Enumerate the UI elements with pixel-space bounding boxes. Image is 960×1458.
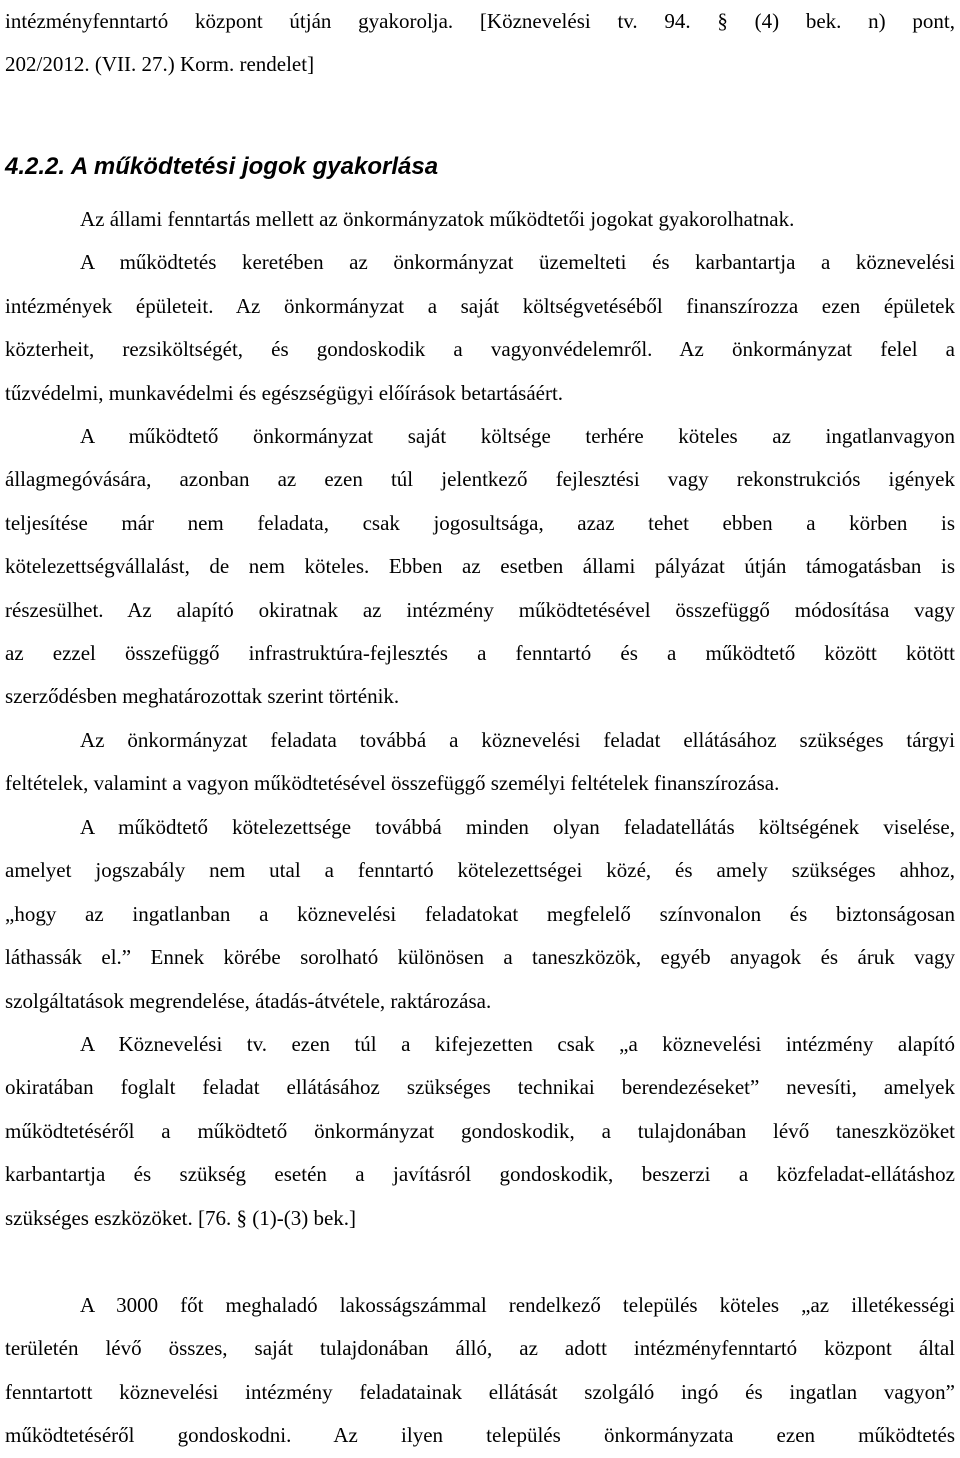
paragraph-5	[5, 1023, 955, 1240]
text-line: okiratában foglalt feladat ellátásához szükséges technikai berendezéseket” nevesíti, amelyek	[5, 1075, 955, 1100]
text-line: az ezzel összefüggő infrastruktúra-fejlesztés a fenntartó és a működtető között kötött	[5, 641, 955, 666]
text-line: állagmegóvására, azonban az ezen túl jelentkező fejlesztési vagy rekonstrukciós igények	[5, 467, 955, 492]
text-line: működtetéséről a működtető önkormányzat gondoskodik, a tulajdonában lévő taneszközöket	[5, 1118, 955, 1143]
text-line: szerződésben meghatározottak szerint történik.	[5, 684, 400, 709]
text-line: „hogy az ingatlanban a köznevelési feladatokat megfelelő színvonalon és biztonságosan	[5, 901, 955, 926]
text-line: teljesítése már nem feladata, csak jogosultsága, azaz tehet ebben a körben is	[5, 510, 955, 535]
text-line: feltételek, valamint a vagyon működtetésével összefüggő személyi feltételek finanszírozása.	[5, 771, 780, 796]
text-line: 202/2012. (VII. 27.) Korm. rendelet]	[5, 52, 315, 77]
text-line: A 3000 főt meghaladó lakosságszámmal rendelkező település köteles „az illetékességi	[80, 1293, 955, 1317]
text-line: Az állami fenntartás mellett az önkormányzatok működtetői jogokat gyakorolhatnak.	[80, 207, 795, 231]
paragraph-3	[5, 719, 955, 806]
text-line: működtetéséről gondoskodni. Az ilyen település önkormányzata ezen működtetés	[5, 1423, 955, 1448]
paragraph-2	[5, 415, 955, 719]
text-line: A működtetés keretében az önkormányzat üzemelteti és karbantartja a köznevelési	[80, 250, 955, 275]
text-line: A működtető önkormányzat saját költsége terhére köteles az ingatlanvagyon	[80, 424, 955, 448]
text-line: közterheit, rezsiköltségét, és gondoskodik a vagyonvédelemről. Az önkormányzat felel a	[5, 337, 955, 362]
citation-paragraph	[5, 0, 955, 87]
text-line: intézmények épületeit. Az önkormányzat a saját költségvetéséből finanszírozza ezen épületek	[5, 293, 955, 318]
text-line: láthassák el.” Ennek körébe sorolható különösen a taneszközök, egyéb anyagok és áruk vagy	[5, 945, 955, 970]
paragraph-4	[5, 806, 955, 1023]
text-line: fenntartott köznevelési intézmény feladatainak ellátását szolgáló ingó és ingatlan vagyon”	[5, 1379, 955, 1404]
text-line: kötelezettségvállalást, de nem köteles. Ebben az esetben állami pályázat útján támogatásban is	[5, 554, 955, 579]
paragraph-1	[5, 198, 955, 415]
text-line: szolgáltatások megrendelése, átadás-átvétele, raktározása.	[5, 988, 492, 1013]
text-line: részesülhet. Az alapító okiratnak az intézmény működtetésével összefüggő módosítása vagy	[5, 597, 955, 622]
text-line: Az önkormányzat feladata továbbá a köznevelési feladat ellátásához szükséges tárgyi	[80, 728, 955, 752]
text-line: területén lévő összes, saját tulajdonában álló, az adott intézményfenntartó központ által	[5, 1336, 955, 1361]
text-line: A Köznevelési tv. ezen túl a kifejezetten csak „a köznevelési intézmény alapító	[80, 1032, 955, 1056]
text-line: intézményfenntartó központ útján gyakorolja. [Köznevelési tv. 94. § (4) bek. n) pont,	[5, 9, 955, 33]
text-line: tűzvédelmi, munkavédelmi és egészségügyi előírások betartásáért.	[5, 380, 564, 405]
text-line: amelyet jogszabály nem utal a fenntartó kötelezettségei közé, és amely szükséges ahhoz,	[5, 858, 955, 883]
section-heading: 4.2.2. A működtetési jogok gyakorlása	[5, 153, 439, 180]
text-line: A működtető kötelezettsége továbbá minden olyan feladatellátás költségének viselése,	[80, 815, 955, 839]
paragraph-6	[5, 1284, 955, 1458]
text-line: szükséges eszközöket. [76. § (1)-(3) bek.]	[5, 1205, 357, 1230]
text-line: karbantartja és szükség esetén a javításról gondoskodik, beszerzi a közfeladat-ellátáshoz	[5, 1162, 955, 1187]
